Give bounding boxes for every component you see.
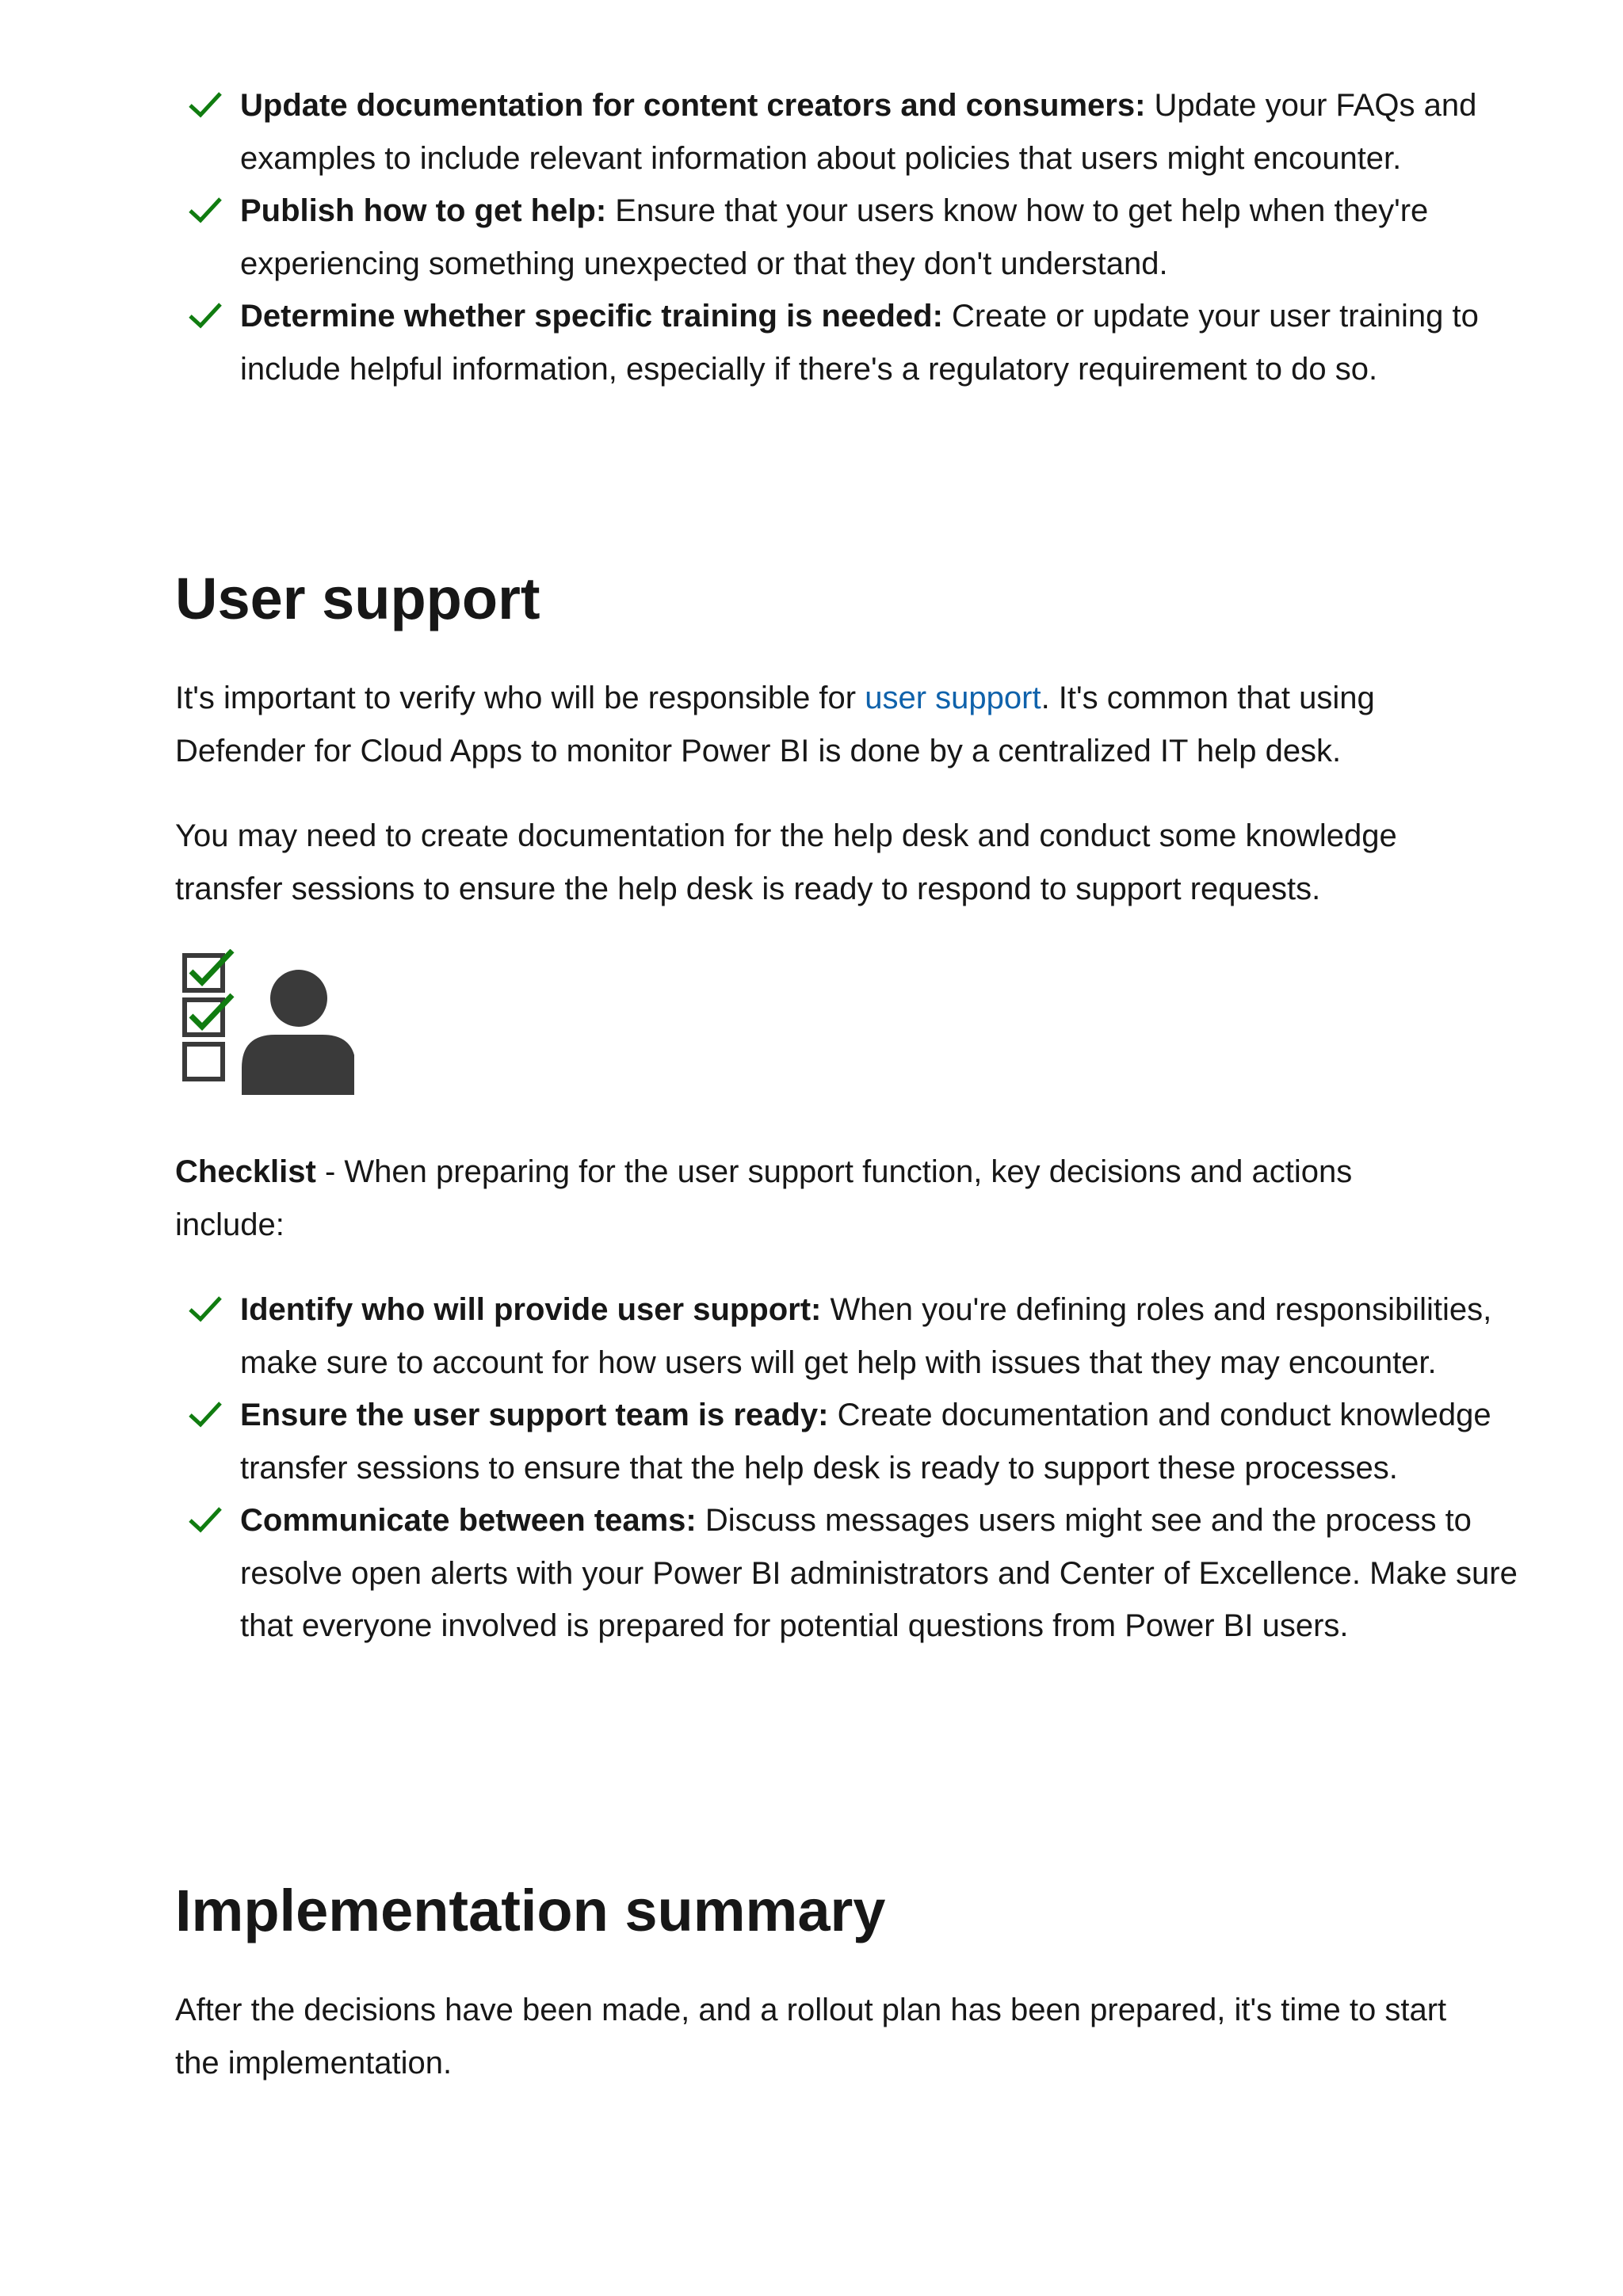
checkmark-icon [188, 1400, 223, 1428]
item-text: When you're defining roles and responsibilities, make sure to account for how users will get help with issues that they may encounter. [240, 1292, 1492, 1380]
list-item [240, 185, 1524, 290]
item-title: Identify who will provide user support: [240, 1292, 822, 1327]
paragraph-text: . It's common that using Defender for Cloud Apps to monitor Power BI is done by a centralized IT help desk. [175, 681, 1375, 769]
paragraph-documentation: You may need to create documentation for the help desk and conduct some knowledge transfer sessions to ensure the help desk is ready to respond to support requests. [175, 818, 1397, 906]
checklist-label: Checklist [175, 1154, 316, 1189]
item-text: Update your FAQs and examples to include relevant information about policies that users might encounter. [240, 88, 1477, 176]
checkmark-icon [188, 196, 223, 224]
item-title: Publish how to get help: [240, 193, 607, 228]
item-title: Communicate between teams: [240, 1503, 697, 1538]
list-item [240, 79, 1524, 185]
checkmark-icon [188, 1295, 223, 1323]
paragraph-implementation: After the decisions have been made, and a rollout plan has been prepared, it's time to start the implementation. [175, 1993, 1447, 2081]
checkmark-icon [188, 301, 223, 330]
section-heading-implementation-summary: Implementation summary [175, 1878, 886, 1943]
top-checklist [175, 79, 1524, 395]
item-text: Create or update your user training to include helpful information, especially if there's a regulatory requirement to do so. [240, 299, 1479, 387]
checklist-intro [175, 1146, 1459, 1251]
item-text: Create documentation and conduct knowledge transfer sessions to ensure that the help desk is ready to support these processes. [240, 1398, 1491, 1486]
item-title: Determine whether specific training is needed: [240, 299, 943, 334]
user-support-link[interactable]: user support [865, 681, 1041, 715]
list-item [240, 1494, 1524, 1653]
checklist-intro-text: - When preparing for the user support function, key decisions and actions include: [175, 1154, 1353, 1242]
item-text: Discuss messages users might see and the process to resolve open alerts with your Power BI administrators and Center of Excellence. Make sure that everyone involved is prepared for potential questions from Power BI users. [240, 1503, 1518, 1643]
list-item [240, 1389, 1524, 1494]
paragraph-responsibility [175, 672, 1459, 777]
paragraph-text: It's important to verify who will be responsible for [175, 681, 865, 715]
checkmark-icon [188, 1505, 223, 1534]
support-checklist [175, 1283, 1524, 1653]
list-item [240, 290, 1524, 395]
section-heading-user-support: User support [175, 566, 540, 631]
checkmark-icon [188, 90, 223, 119]
checklist-person-icon [180, 949, 354, 1095]
item-text: Ensure that your users know how to get help when they're experiencing something unexpected or that they don't understand. [240, 193, 1429, 281]
item-title: Update documentation for content creators and consumers: [240, 88, 1146, 123]
item-title: Ensure the user support team is ready: [240, 1398, 829, 1432]
list-item [240, 1283, 1524, 1389]
